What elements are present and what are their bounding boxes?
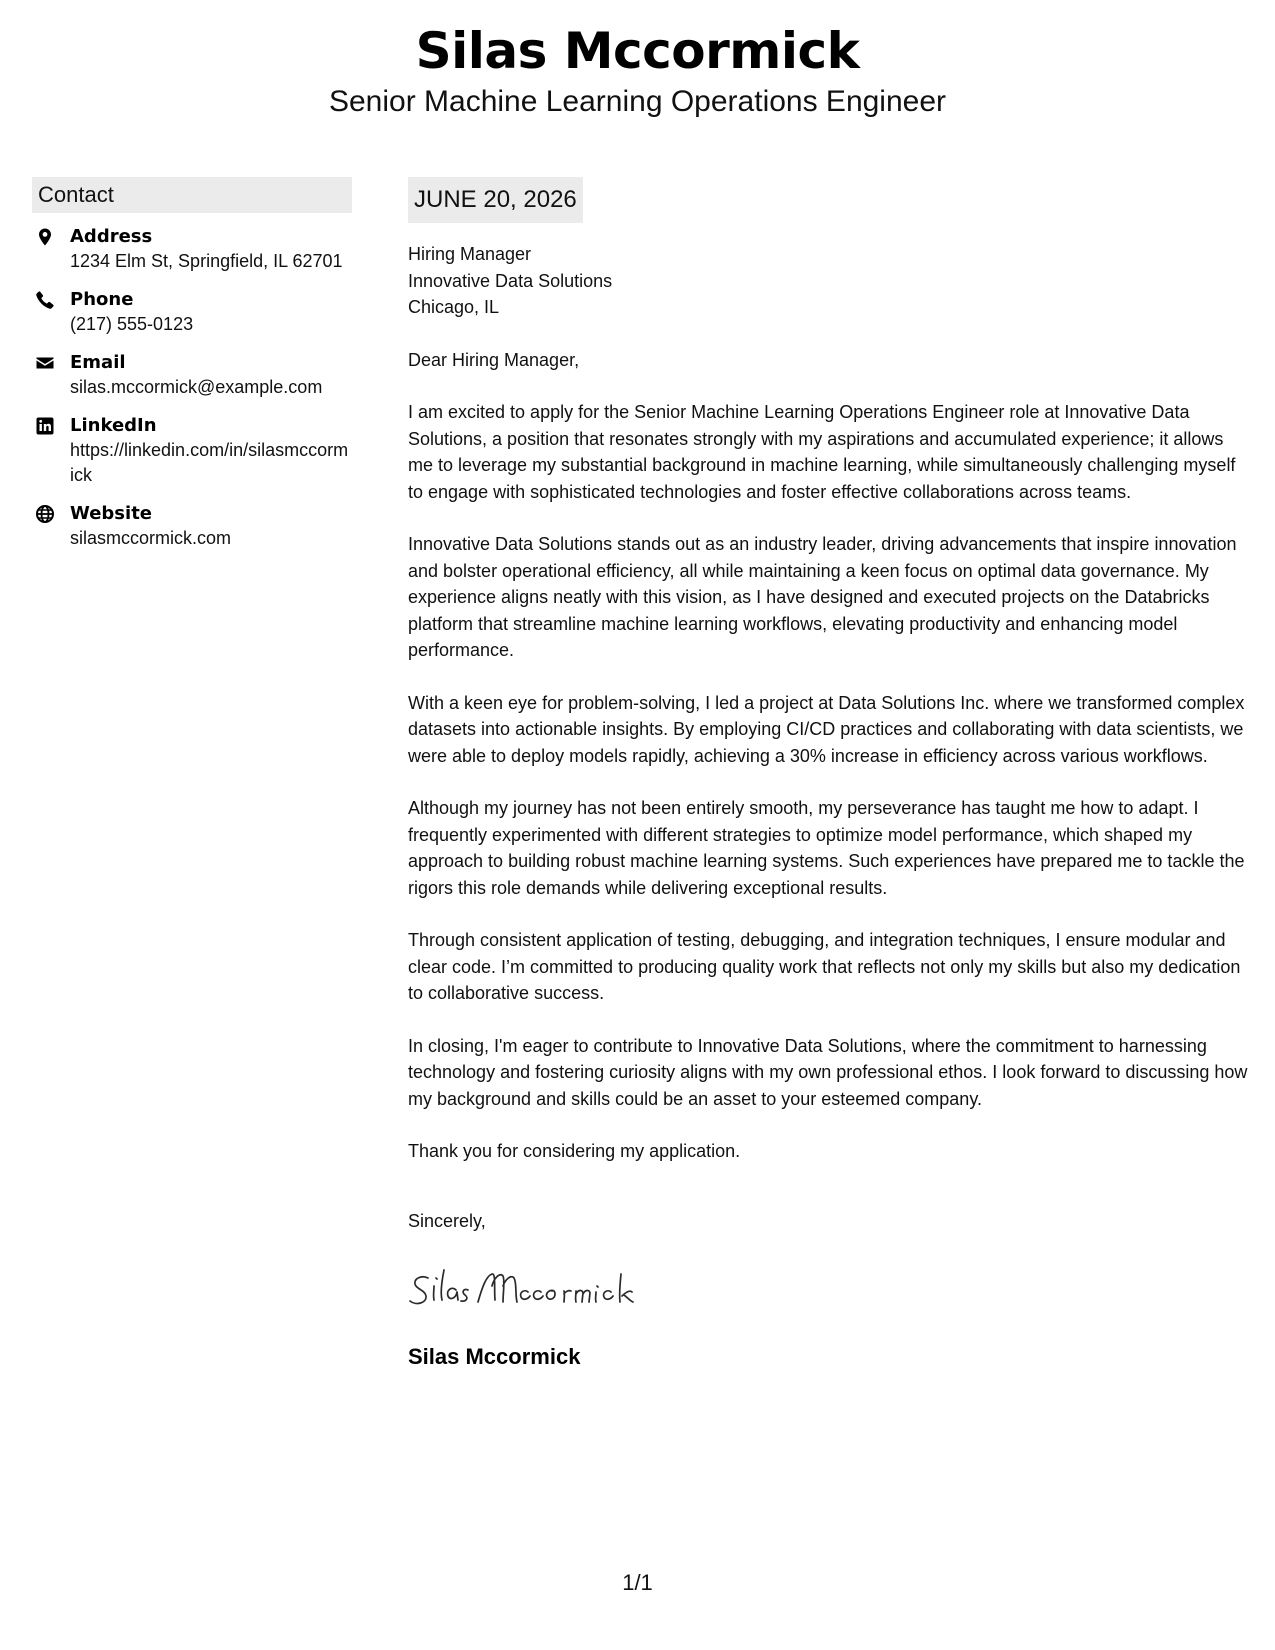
contact-list (32, 224, 352, 551)
paragraph-5: Through consistent application of testing, debugging, and integration techniques, I ensure modular and clear code. I’m committed to producing quality work that reflects not only my skills but also my dedication to collaborative success. (408, 930, 1241, 1003)
salutation: Dear Hiring Manager, (408, 349, 580, 370)
globe-icon (35, 504, 55, 524)
contact-item-address (32, 224, 352, 274)
recipient-block (408, 241, 1253, 321)
location-pin-icon (35, 227, 55, 247)
recipient-title: Hiring Manager (408, 244, 532, 264)
address-label: Address (70, 226, 153, 247)
paragraph-7: Thank you for considering my application. (408, 1141, 741, 1161)
address-value: 1234 Elm St, Springfield, IL 62701 (70, 251, 343, 271)
envelope-icon (35, 353, 55, 373)
recipient-location: Chicago, IL (408, 297, 500, 317)
linkedin-icon (35, 416, 55, 436)
phone-label: Phone (70, 289, 134, 310)
phone-value: (217) 555-0123 (70, 314, 194, 334)
applicant-name: Silas Mccormick (415, 22, 860, 80)
paragraph-1: I am excited to apply for the Senior Machine Learning Operations Engineer role at Innovative Data Solutions, a position that resonates strongly with my aspirations and accumulated experience; it allows me to leverage my substantial background in machine learning, while simultaneously challenging myself to engage with sophisticated technologies and foster effective collaborations across teams. (408, 402, 1236, 502)
phone-icon (35, 290, 55, 310)
paragraph-3: With a keen eye for problem-solving, I led a project at Data Solutions Inc. where we transformed complex datasets into actionable insights. By employing CI/CD practices and collaborating with data scientists, we were able to deploy models rapidly, achieving a 30% increase in efficiency across various workflows. (408, 692, 1245, 766)
letter-date: JUNE 20, 2026 (408, 177, 583, 223)
applicant-title: Senior Machine Learning Operations Engineer (328, 85, 947, 118)
paragraph-6: In closing, I'm eager to contribute to Innovative Data Solutions, where the commitment to harnessing technology and fostering curiosity aligns with my own professional ethos. I look forward to discussing how my background and skills could be an asset to your esteemed company. (408, 1035, 1248, 1109)
website-label: Website (70, 503, 153, 524)
contact-item-linkedin (32, 413, 352, 488)
linkedin-value[interactable]: https://linkedin.com/in/silasmccormick (70, 440, 349, 485)
contact-item-website (32, 501, 352, 551)
signer-name: Silas Mccormick (408, 1344, 581, 1369)
letter-header (0, 20, 1275, 120)
contact-item-phone (32, 287, 352, 337)
paragraph-4: Although my journey has not been entirely smooth, my perseverance has taught me how to adapt. I frequently experimented with different strategies to optimize model performance, which shaped my approach to building robust machine learning systems. Such experiences have prepared me to tackle the rigors this role demands while delivering exceptional results. (408, 798, 1245, 898)
contact-item-email (32, 350, 352, 400)
recipient-company: Innovative Data Solutions (408, 270, 613, 291)
contact-section-title: Contact (32, 177, 352, 213)
email-value: silas.mccormick@example.com (70, 377, 323, 397)
paragraph-2: Innovative Data Solutions stands out as an industry leader, driving advancements that inspire innovation and bolster operational efficiency, all while maintaining a keen focus on optimal data governance. My experience aligns neatly with this vision, as I have designed and executed projects on the Databricks platform that streamline machine learning workflows, elevating productivity and enhancing model performance. (408, 534, 1237, 660)
email-label: Email (70, 352, 126, 373)
linkedin-label: LinkedIn (70, 415, 157, 436)
website-value[interactable]: silasmccormick.com (70, 528, 232, 548)
page-number: 1/1 (622, 1570, 653, 1595)
handwritten-signature (408, 1264, 1253, 1314)
letter-body (408, 177, 1253, 1372)
contact-sidebar (32, 177, 352, 564)
closing: Sincerely, (408, 1210, 486, 1231)
